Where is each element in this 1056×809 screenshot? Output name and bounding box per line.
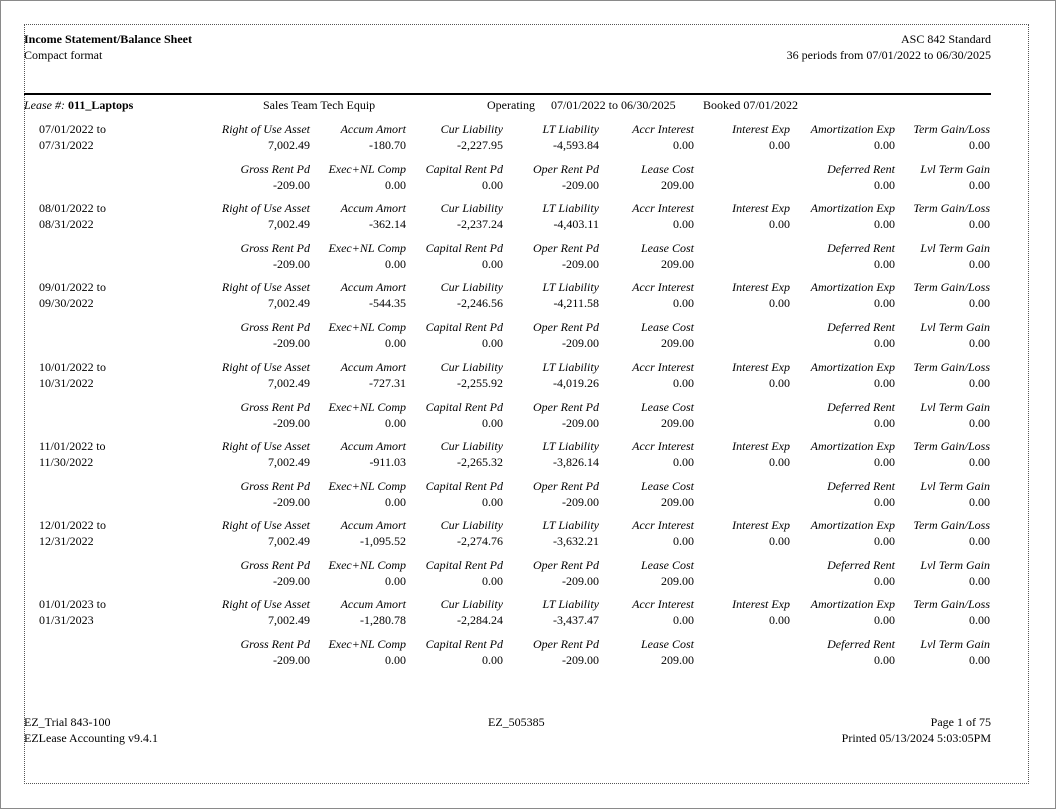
cell-value: 7,002.49 — [268, 217, 310, 231]
cell-value: 0.00 — [874, 574, 895, 588]
column-header: Amortization Exp — [810, 280, 895, 294]
column-header: Interest Exp — [732, 122, 790, 136]
column-header: LT Liability — [542, 439, 599, 453]
column-header: LT Liability — [542, 201, 599, 215]
column-header: Amortization Exp — [810, 122, 895, 136]
column-header: Right of Use Asset — [221, 201, 310, 215]
lease-description: Sales Team Tech Equip — [263, 98, 376, 112]
column-header: Cur Liability — [440, 597, 503, 611]
period-end: 08/31/2022 — [39, 217, 94, 231]
column-header: LT Liability — [542, 360, 599, 374]
footer-version: EZLease Accounting v9.4.1 — [24, 731, 158, 745]
column-header: Accum Amort — [340, 597, 406, 611]
period-end: 10/31/2022 — [39, 376, 94, 390]
column-header: Lease Cost — [640, 320, 694, 334]
column-header: Capital Rent Pd — [425, 400, 503, 414]
cell-value: 0.00 — [673, 534, 694, 548]
column-header: LT Liability — [542, 597, 599, 611]
column-header: Cur Liability — [440, 518, 503, 532]
column-header: Capital Rent Pd — [425, 320, 503, 334]
period-end: 09/30/2022 — [39, 296, 94, 310]
cell-value: 7,002.49 — [268, 296, 310, 310]
cell-value: 0.00 — [385, 257, 406, 271]
cell-value: 0.00 — [385, 574, 406, 588]
cell-value: 0.00 — [482, 653, 503, 667]
column-header: Accum Amort — [340, 280, 406, 294]
cell-value: 0.00 — [874, 613, 895, 627]
cell-value: 0.00 — [385, 653, 406, 667]
header-rule — [24, 93, 991, 95]
cell-value: 7,002.49 — [268, 455, 310, 469]
cell-value: 0.00 — [874, 416, 895, 430]
cell-value: 0.00 — [969, 376, 990, 390]
column-header: Deferred Rent — [827, 162, 895, 176]
cell-value: 209.00 — [661, 336, 694, 350]
column-header: Exec+NL Comp — [328, 637, 406, 651]
report-title: Income Statement/Balance Sheet — [24, 32, 192, 46]
cell-value: -2,227.95 — [457, 138, 503, 152]
cell-value: 0.00 — [385, 178, 406, 192]
cell-value: 0.00 — [482, 257, 503, 271]
lease-label: Lease #: — [24, 98, 65, 112]
cell-value: 0.00 — [969, 296, 990, 310]
column-header: Accr Interest — [632, 439, 694, 453]
cell-value: 209.00 — [661, 574, 694, 588]
cell-value: 0.00 — [874, 534, 895, 548]
standard-label: ASC 842 Standard — [901, 32, 991, 46]
column-header: Right of Use Asset — [221, 597, 310, 611]
cell-value: -2,274.76 — [457, 534, 503, 548]
column-header: Amortization Exp — [810, 439, 895, 453]
cell-value: -209.00 — [562, 336, 599, 350]
column-header: Term Gain/Loss — [913, 201, 990, 215]
column-header: Interest Exp — [732, 518, 790, 532]
cell-value: 209.00 — [661, 257, 694, 271]
period-start: 12/01/2022 to — [39, 518, 107, 532]
report-subtitle: Compact format — [24, 48, 103, 62]
column-header: Accr Interest — [632, 518, 694, 532]
period-summary: 36 periods from 07/01/2022 to 06/30/2025 — [786, 48, 991, 62]
cell-value: -209.00 — [273, 653, 310, 667]
column-header: LT Liability — [542, 518, 599, 532]
column-header: Accr Interest — [632, 280, 694, 294]
cell-value: -209.00 — [562, 416, 599, 430]
column-header: Accr Interest — [632, 201, 694, 215]
cell-value: 0.00 — [673, 138, 694, 152]
cell-value: 7,002.49 — [268, 138, 310, 152]
column-header: Deferred Rent — [827, 479, 895, 493]
cell-value: 0.00 — [969, 613, 990, 627]
cell-value: -3,632.21 — [553, 534, 599, 548]
column-header: Cur Liability — [440, 280, 503, 294]
column-header: Right of Use Asset — [221, 518, 310, 532]
cell-value: 0.00 — [769, 613, 790, 627]
column-header: Term Gain/Loss — [913, 518, 990, 532]
cell-value: 7,002.49 — [268, 613, 310, 627]
column-header: Gross Rent Pd — [240, 400, 310, 414]
column-header: LT Liability — [542, 280, 599, 294]
cell-value: 0.00 — [874, 296, 895, 310]
column-header: Accr Interest — [632, 360, 694, 374]
cell-value: 0.00 — [874, 653, 895, 667]
column-header: Exec+NL Comp — [328, 479, 406, 493]
column-header: Deferred Rent — [827, 558, 895, 572]
column-header: Cur Liability — [440, 360, 503, 374]
column-header: Gross Rent Pd — [240, 479, 310, 493]
column-header: Gross Rent Pd — [240, 241, 310, 255]
cell-value: 0.00 — [385, 416, 406, 430]
cell-value: 0.00 — [673, 455, 694, 469]
column-header: Term Gain/Loss — [913, 439, 990, 453]
cell-value: 209.00 — [661, 653, 694, 667]
column-header: Lease Cost — [640, 162, 694, 176]
column-header: Capital Rent Pd — [425, 241, 503, 255]
column-header: Lease Cost — [640, 637, 694, 651]
column-header: Deferred Rent — [827, 637, 895, 651]
footer-code: EZ_505385 — [488, 715, 545, 729]
column-header: Oper Rent Pd — [533, 400, 599, 414]
cell-value: -3,826.14 — [553, 455, 599, 469]
cell-value: 0.00 — [969, 534, 990, 548]
cell-value: -209.00 — [562, 257, 599, 271]
cell-value: -209.00 — [562, 178, 599, 192]
cell-value: 0.00 — [969, 495, 990, 509]
cell-value: -209.00 — [273, 178, 310, 192]
cell-value: 0.00 — [482, 495, 503, 509]
cell-value: 0.00 — [385, 336, 406, 350]
cell-value: -727.31 — [369, 376, 406, 390]
cell-value: 0.00 — [969, 257, 990, 271]
cell-value: 0.00 — [874, 217, 895, 231]
column-header: Lease Cost — [640, 241, 694, 255]
cell-value: 209.00 — [661, 495, 694, 509]
column-header: Accum Amort — [340, 360, 406, 374]
cell-value: -209.00 — [273, 416, 310, 430]
column-header: Lvl Term Gain — [920, 162, 990, 176]
cell-value: -4,593.84 — [553, 138, 599, 152]
column-header: Accr Interest — [632, 122, 694, 136]
cell-value: 0.00 — [969, 336, 990, 350]
period-start: 08/01/2022 to — [39, 201, 107, 215]
footer-license: EZ_Trial 843-100 — [24, 715, 111, 729]
cell-value: -1,280.78 — [360, 613, 406, 627]
column-header: Right of Use Asset — [221, 360, 310, 374]
cell-value: 0.00 — [969, 574, 990, 588]
cell-value: -362.14 — [369, 217, 406, 231]
column-header: Deferred Rent — [827, 320, 895, 334]
column-header: Interest Exp — [732, 360, 790, 374]
cell-value: -209.00 — [273, 574, 310, 588]
column-header: Term Gain/Loss — [913, 597, 990, 611]
column-header: Interest Exp — [732, 201, 790, 215]
cell-value: 0.00 — [874, 257, 895, 271]
cell-value: 0.00 — [769, 534, 790, 548]
cell-value: 0.00 — [769, 296, 790, 310]
cell-value: -4,019.26 — [553, 376, 599, 390]
cell-value: 0.00 — [673, 296, 694, 310]
column-header: Interest Exp — [732, 439, 790, 453]
column-header: Right of Use Asset — [221, 280, 310, 294]
column-header: Oper Rent Pd — [533, 637, 599, 651]
column-header: Oper Rent Pd — [533, 320, 599, 334]
cell-value: 0.00 — [969, 138, 990, 152]
column-header: Accum Amort — [340, 201, 406, 215]
cell-value: -2,265.32 — [457, 455, 503, 469]
lease-id-line — [24, 98, 133, 112]
column-header: Lvl Term Gain — [920, 479, 990, 493]
lease-range: 07/01/2022 to 06/30/2025 — [551, 98, 676, 112]
cell-value: 0.00 — [969, 455, 990, 469]
lease-type: Operating — [487, 98, 535, 112]
column-header: Right of Use Asset — [221, 122, 310, 136]
column-header: Cur Liability — [440, 122, 503, 136]
column-header: Lease Cost — [640, 558, 694, 572]
column-header: Exec+NL Comp — [328, 241, 406, 255]
column-header: Lvl Term Gain — [920, 637, 990, 651]
column-header: Deferred Rent — [827, 241, 895, 255]
cell-value: -209.00 — [273, 257, 310, 271]
cell-value: 0.00 — [874, 178, 895, 192]
column-header: Exec+NL Comp — [328, 320, 406, 334]
cell-value: 7,002.49 — [268, 376, 310, 390]
cell-value: 0.00 — [769, 138, 790, 152]
cell-value: -2,246.56 — [457, 296, 503, 310]
column-header: Accum Amort — [340, 122, 406, 136]
column-header: Term Gain/Loss — [913, 360, 990, 374]
cell-value: 0.00 — [673, 217, 694, 231]
cell-value: 0.00 — [969, 217, 990, 231]
printed-timestamp: Printed 05/13/2024 5:03:05PM — [841, 731, 991, 745]
column-header: Accr Interest — [632, 597, 694, 611]
period-end: 07/31/2022 — [39, 138, 94, 152]
column-header: Gross Rent Pd — [240, 162, 310, 176]
cell-value: 7,002.49 — [268, 534, 310, 548]
column-header: Amortization Exp — [810, 201, 895, 215]
cell-value: 0.00 — [385, 495, 406, 509]
cell-value: -911.03 — [369, 455, 406, 469]
column-header: Oper Rent Pd — [533, 241, 599, 255]
cell-value: 0.00 — [969, 178, 990, 192]
cell-value: -2,284.24 — [457, 613, 503, 627]
column-header: Capital Rent Pd — [425, 162, 503, 176]
column-header: Capital Rent Pd — [425, 479, 503, 493]
cell-value: 0.00 — [673, 613, 694, 627]
column-header: Lvl Term Gain — [920, 241, 990, 255]
column-header: Lease Cost — [640, 400, 694, 414]
cell-value: 0.00 — [482, 178, 503, 192]
column-header: Cur Liability — [440, 439, 503, 453]
column-header: Capital Rent Pd — [425, 637, 503, 651]
column-header: Exec+NL Comp — [328, 162, 406, 176]
cell-value: 0.00 — [769, 217, 790, 231]
column-header: Lvl Term Gain — [920, 558, 990, 572]
column-header: Gross Rent Pd — [240, 558, 310, 572]
cell-value: -4,403.11 — [553, 217, 599, 231]
period-end: 11/30/2022 — [39, 455, 94, 469]
cell-value: -209.00 — [562, 574, 599, 588]
cell-value: -2,255.92 — [457, 376, 503, 390]
cell-value: -209.00 — [273, 336, 310, 350]
column-header: Term Gain/Loss — [913, 280, 990, 294]
column-header: Oper Rent Pd — [533, 558, 599, 572]
cell-value: 0.00 — [969, 653, 990, 667]
cell-value: 0.00 — [874, 336, 895, 350]
period-end: 12/31/2022 — [39, 534, 94, 548]
column-header: Lvl Term Gain — [920, 320, 990, 334]
cell-value: -180.70 — [369, 138, 406, 152]
column-header: Lvl Term Gain — [920, 400, 990, 414]
cell-value: 0.00 — [673, 376, 694, 390]
column-header: Oper Rent Pd — [533, 162, 599, 176]
column-header: Exec+NL Comp — [328, 558, 406, 572]
cell-value: 0.00 — [874, 376, 895, 390]
cell-value: 209.00 — [661, 178, 694, 192]
column-header: Amortization Exp — [810, 360, 895, 374]
column-header: Cur Liability — [440, 201, 503, 215]
column-header: Amortization Exp — [810, 597, 895, 611]
page-number: Page 1 of 75 — [930, 715, 991, 729]
column-header: Accum Amort — [340, 439, 406, 453]
cell-value: -544.35 — [369, 296, 406, 310]
column-header: Oper Rent Pd — [533, 479, 599, 493]
column-header: LT Liability — [542, 122, 599, 136]
cell-value: 0.00 — [482, 336, 503, 350]
period-start: 07/01/2022 to — [39, 122, 107, 136]
column-header: Accum Amort — [340, 518, 406, 532]
column-header: Interest Exp — [732, 280, 790, 294]
cell-value: -1,095.52 — [360, 534, 406, 548]
column-header: Lease Cost — [640, 479, 694, 493]
column-header: Capital Rent Pd — [425, 558, 503, 572]
cell-value: -209.00 — [273, 495, 310, 509]
cell-value: -4,211.58 — [553, 296, 599, 310]
cell-value: -2,237.24 — [457, 217, 503, 231]
cell-value: -209.00 — [562, 495, 599, 509]
cell-value: 0.00 — [874, 495, 895, 509]
cell-value: 209.00 — [661, 416, 694, 430]
cell-value: -3,437.47 — [553, 613, 599, 627]
cell-value: 0.00 — [482, 574, 503, 588]
column-header: Term Gain/Loss — [913, 122, 990, 136]
cell-value: 0.00 — [769, 376, 790, 390]
period-start: 10/01/2022 to — [39, 360, 107, 374]
column-header: Deferred Rent — [827, 400, 895, 414]
period-start: 11/01/2022 to — [39, 439, 106, 453]
period-start: 01/01/2023 to — [39, 597, 107, 611]
period-end: 01/31/2023 — [39, 613, 94, 627]
column-header: Exec+NL Comp — [328, 400, 406, 414]
lease-booked: Booked 07/01/2022 — [703, 98, 798, 112]
cell-value: 0.00 — [874, 455, 895, 469]
cell-value: -209.00 — [562, 653, 599, 667]
cell-value: 0.00 — [969, 416, 990, 430]
lease-id: 011_Laptops — [68, 98, 134, 112]
column-header: Amortization Exp — [810, 518, 895, 532]
period-start: 09/01/2022 to — [39, 280, 107, 294]
column-header: Right of Use Asset — [221, 439, 310, 453]
column-header: Interest Exp — [732, 597, 790, 611]
cell-value: 0.00 — [769, 455, 790, 469]
cell-value: 0.00 — [874, 138, 895, 152]
column-header: Gross Rent Pd — [240, 637, 310, 651]
cell-value: 0.00 — [482, 416, 503, 430]
column-header: Gross Rent Pd — [240, 320, 310, 334]
